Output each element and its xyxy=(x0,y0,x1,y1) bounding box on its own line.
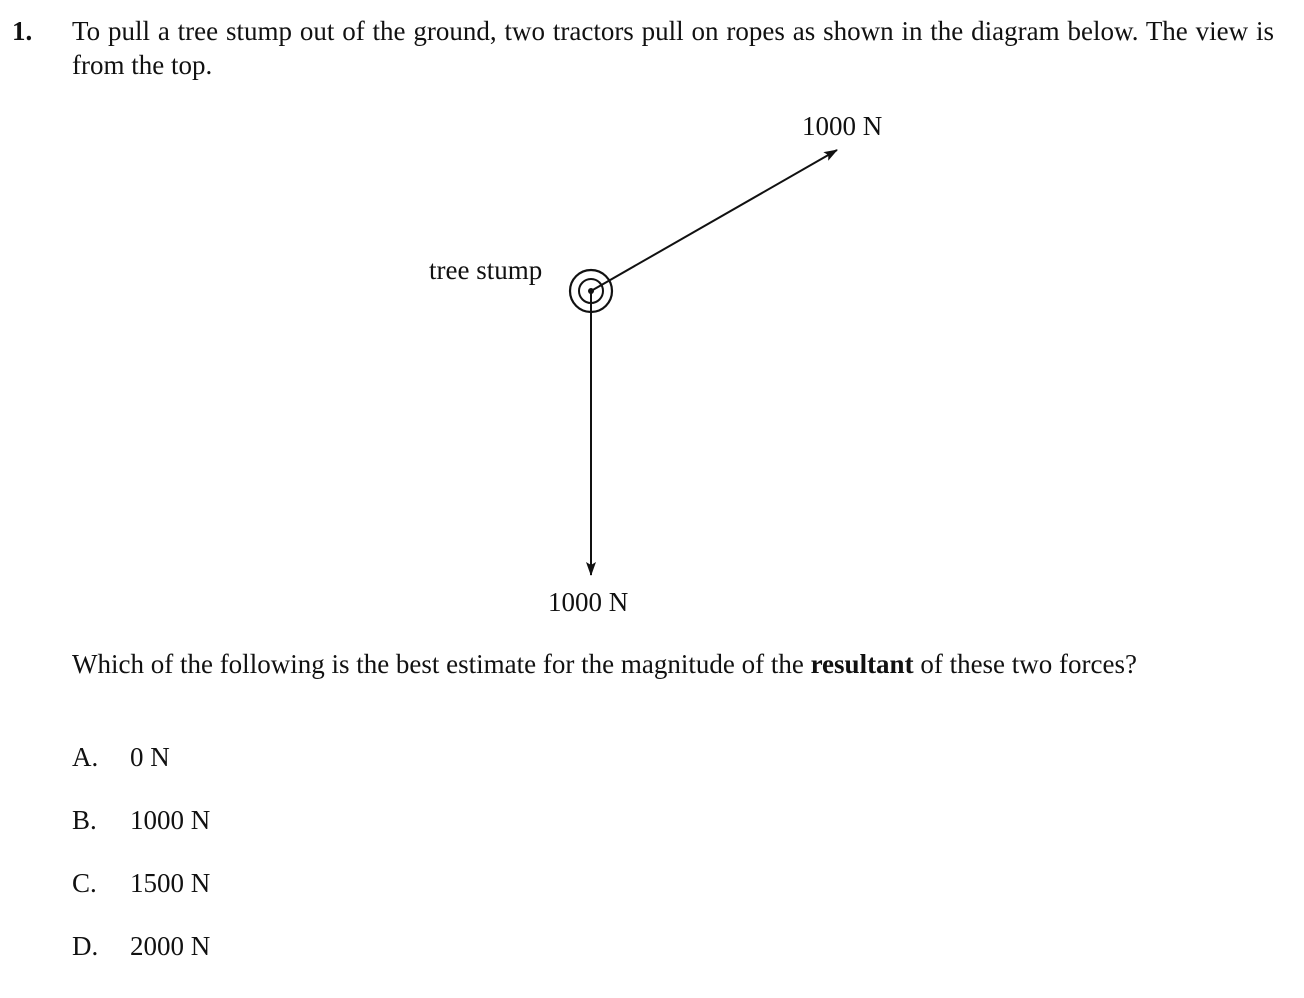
question-prompt xyxy=(72,648,1274,681)
tree-stump-label: tree stump xyxy=(429,255,543,285)
option-d[interactable] xyxy=(72,929,210,992)
prompt-text-before: Which of the following is the best estimate for the magnitude of the xyxy=(72,649,811,679)
option-text: 1000 N xyxy=(130,805,211,835)
option-letter: B. xyxy=(72,805,97,835)
answer-options xyxy=(72,740,210,992)
option-c[interactable] xyxy=(72,866,210,929)
option-letter: D. xyxy=(72,931,99,961)
prompt-text-after: of these two forces? xyxy=(913,649,1137,679)
option-b[interactable] xyxy=(72,803,210,866)
prompt-bold-word: resultant xyxy=(810,649,914,679)
question-number: 1. xyxy=(12,16,33,46)
question-stem: To pull a tree stump out of the ground, two tractors pull on ropes as shown in the diagram below. The view is from the top. xyxy=(72,16,1274,80)
option-a[interactable] xyxy=(72,740,210,803)
option-letter: A. xyxy=(72,742,99,772)
option-text: 0 N xyxy=(130,742,170,772)
option-text: 1500 N xyxy=(130,868,211,898)
option-text: 2000 N xyxy=(130,931,211,961)
force-label-upper-right: 1000 N xyxy=(802,111,883,141)
force-arrow-upper-right xyxy=(591,150,837,291)
option-letter: C. xyxy=(72,868,97,898)
force-label-down: 1000 N xyxy=(548,587,629,617)
tree-stump-icon xyxy=(570,270,612,312)
